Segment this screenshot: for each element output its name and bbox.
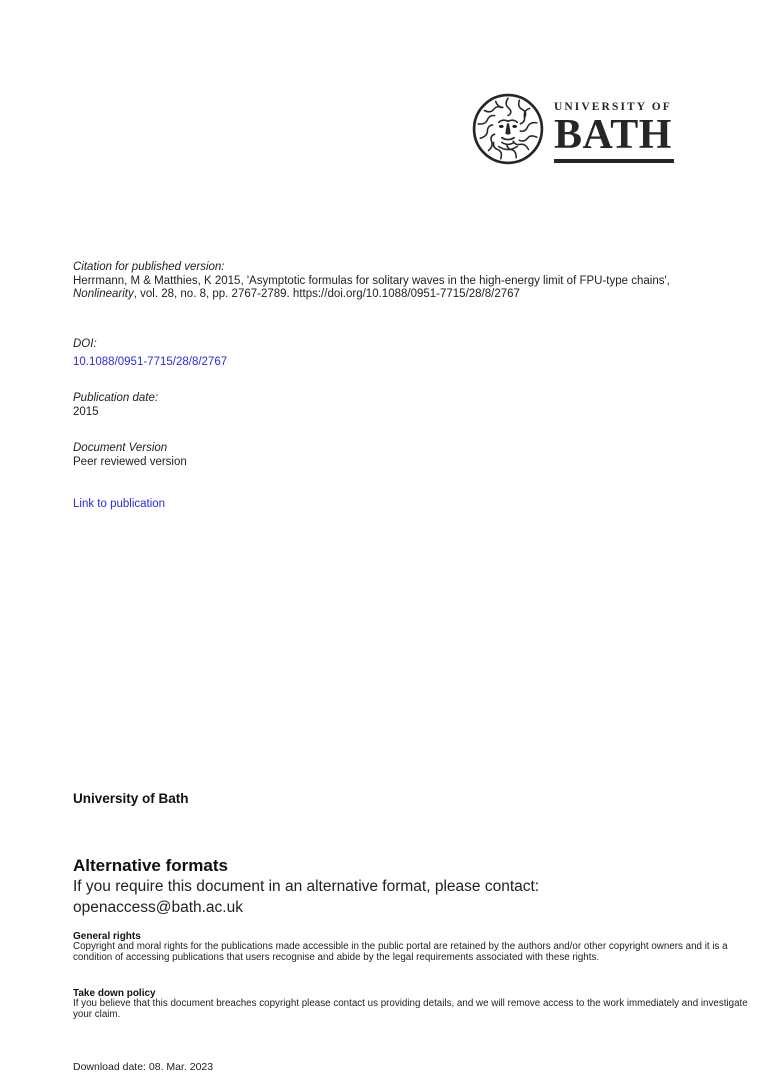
publication-date-section	[73, 392, 158, 419]
citation-after-journal: , vol. 28, no. 8, pp. 2767-2789. https://doi.org/10.1088/0951-7715/28/8/2767	[133, 287, 520, 300]
document-version-label: Document Version	[73, 442, 168, 454]
publication-date-value: 2015	[73, 405, 99, 418]
take-down-policy-text: If you believe that this document breaches copyright please contact us providing details, and we will remove access to the work immediately and investigate your claim.	[73, 998, 748, 1020]
link-to-publication[interactable]: Link to publication	[73, 498, 166, 510]
openaccess-email: openaccess@bath.ac.uk	[73, 899, 243, 916]
general-rights-heading: General rights	[73, 931, 141, 942]
citation-before-journal: Herrmann, M & Matthies, K 2015, 'Asymptotic formulas for solitary waves in the high-energy limit of FPU-type chains',	[73, 274, 670, 287]
citation-label: Citation for published version:	[73, 261, 225, 273]
take-down-policy-heading: Take down policy	[73, 988, 156, 999]
alternative-formats-heading: Alternative formats	[73, 856, 228, 875]
alternative-formats-text: If you require this document in an alternative format, please contact:	[73, 878, 540, 895]
general-rights-text: Copyright and moral rights for the publications made accessible in the public portal are retained by the authors and/or other copyright owners and it is a condition of accessing publications that users recognise and abide by the legal requirements associated with these rights.	[73, 941, 728, 963]
logo-wordmark	[554, 92, 674, 163]
publication-date-label: Publication date:	[73, 392, 159, 404]
doi-section	[73, 338, 227, 370]
citation-text	[73, 275, 728, 301]
citation-section	[73, 261, 728, 301]
take-down-policy-section	[73, 988, 749, 1021]
doi-link[interactable]: 10.1088/0951-7715/28/8/2767	[73, 355, 228, 368]
bath-crest-icon	[471, 92, 545, 166]
university-name-section	[73, 791, 189, 806]
citation-journal-name: Nonlinearity	[73, 287, 134, 300]
alternative-formats-section	[73, 855, 673, 918]
general-rights-section	[73, 931, 749, 964]
logo-university-of: UNIVERSITY OF	[554, 101, 672, 113]
university-name: University of Bath	[73, 791, 189, 806]
university-logo	[471, 92, 674, 166]
document-version-section	[73, 442, 187, 469]
download-date-section	[73, 1061, 213, 1073]
document-version-value: Peer reviewed version	[73, 455, 187, 468]
download-date: Download date: 08. Mar. 2023	[73, 1061, 214, 1073]
doi-label: DOI:	[73, 338, 97, 350]
publication-link-section	[73, 494, 165, 512]
logo-bath: BATH	[554, 112, 672, 158]
logo-underline	[554, 159, 674, 163]
